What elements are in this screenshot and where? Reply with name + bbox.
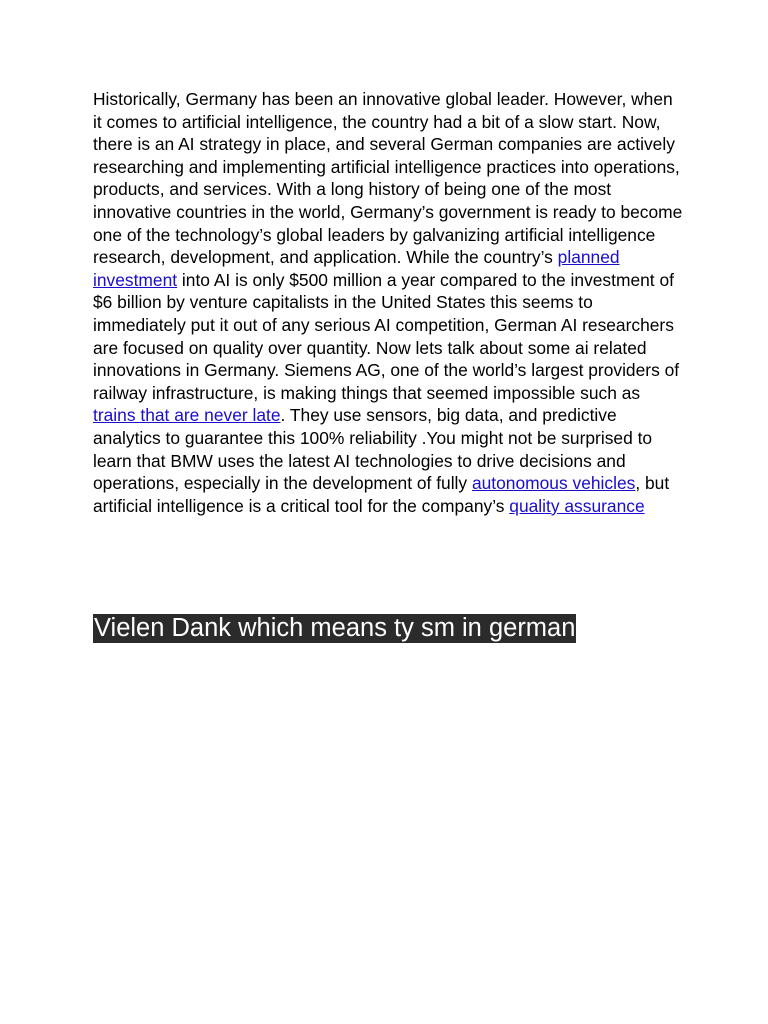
- text-segment-1: Historically, Germany has been an innovative global leader. However, when it comes to artificial intelligence, the country had a bit of a slow start. Now, there is an AI strategy in place, and several German companies are actively researching and implementing artificial intelligence practices into operations, products, and services. With a long history of being one of the most innovative countries in the world, Germany’s government is ready to become one of the technology’s global leaders by galvanizing artificial intelligence research, development, and application. While the country’s: [93, 89, 683, 268]
- link-quality-assurance[interactable]: quality assurance: [509, 495, 645, 516]
- link-trains-never-late[interactable]: trains that are never late: [93, 405, 281, 426]
- closing-highlighted-line: Vielen Dank which means ty sm in german: [94, 614, 576, 642]
- link-planned-investment[interactable]: planned investment: [93, 247, 620, 290]
- link-autonomous-vehicles[interactable]: autonomous vehicles: [471, 473, 636, 494]
- text-segment-3: . They use sensors, big data, and predictive analytics to guarantee this 100% reliability .You might not be surprised to learn that BMW uses the latest AI technologies to drive decisions and operations, especially in the development of fully: [93, 405, 653, 494]
- text-segment-4: , but artificial intelligence is a critical tool for the company’s: [93, 473, 670, 516]
- body-paragraph: [93, 88, 683, 517]
- text-segment-2: into AI is only $500 million a year compared to the investment of $6 billion by venture capitalists in the United States this seems to immediately put it out of any serious AI competition, German AI researchers are focused on quality over quantity. Now lets talk about some ai related innovations in Germany. Siemens AG, one of the world’s largest providers of railway infrastructure, is making things that seemed impossible such as: [93, 269, 680, 403]
